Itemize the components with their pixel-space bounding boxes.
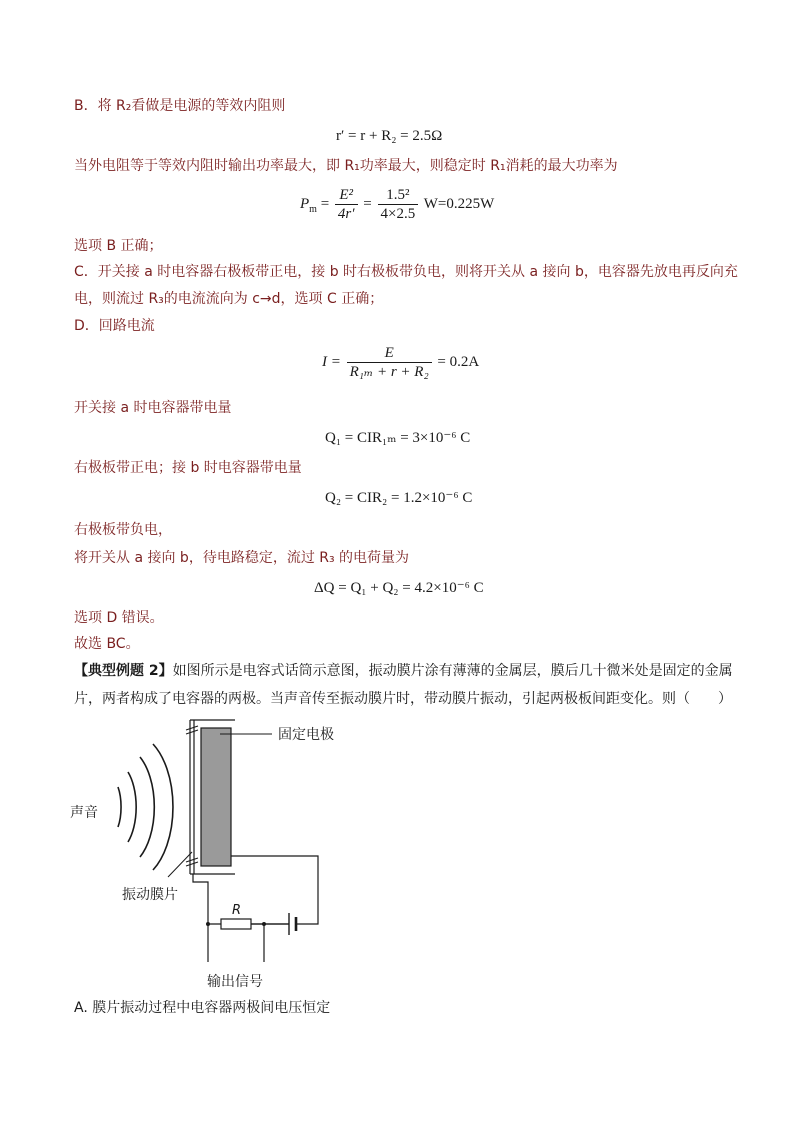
eq2-rhs: W=0.225W <box>423 195 495 212</box>
eq2-den-2: 4×2.5 <box>380 206 416 222</box>
equation-internal-resistance: r′ = r + R₂ = 2.5Ω <box>336 128 443 144</box>
output-terminal-left <box>206 922 210 926</box>
eq2-lhs-sub: m <box>309 203 317 215</box>
resistor-label: R <box>232 903 242 918</box>
eq2-num-1: E² <box>335 186 358 205</box>
membrane-clips <box>186 726 198 866</box>
option-c-line1: C．开关接 a 时电容器右极板带正电，接 b 时右极板带负电，则将开关从 a 接向 b，电容器先放电再反向充 <box>74 264 738 280</box>
equation-max-power <box>300 186 494 223</box>
sound-waves <box>118 744 173 870</box>
option-b-intro: B．将 R₂看做是电源的等效内阻则 <box>74 98 286 114</box>
example-tag: 【典型例题 2】 <box>74 663 173 679</box>
equation-delta-q: ΔQ = Q₁ + Q₂ = 4.2×10⁻⁶ C <box>314 580 484 596</box>
switch-a-charge: 开关接 a 时电容器带电量 <box>74 400 232 416</box>
eq2-equals-2: = <box>363 195 372 212</box>
answer-line: 故选 BC。 <box>74 636 140 652</box>
max-power-condition: 当外电阻等于等效内阻时输出功率最大，即 R₁功率最大，则稳定时 R₁消耗的最大功率为 <box>74 158 618 174</box>
fixed-electrode <box>201 728 231 866</box>
eq3-lhs: I = <box>322 353 341 370</box>
microphone-diagram <box>60 712 380 1002</box>
eq3-num: E <box>347 344 432 363</box>
eq3-fraction <box>347 344 432 381</box>
example-text-1: 如图所示是电容式话筒示意图，振动膜片涂有薄薄的金属层，膜后几十微米处是固定的金属 <box>172 663 733 679</box>
option-d-wrong: 选项 D 错误。 <box>74 610 164 626</box>
sound-label: 声音 <box>70 805 98 821</box>
eq2-den-1: 4r′ <box>337 206 355 222</box>
eq2-num-2: 1.5² <box>378 186 419 205</box>
equation-q1: Q₁ = CIR₁ₘ = 3×10⁻⁶ C <box>325 430 471 446</box>
output-label: 输出信号 <box>207 974 263 990</box>
resistor-r <box>221 919 251 929</box>
right-plate-negative: 右极板带负电， <box>74 522 172 538</box>
membrane-label: 振动膜片 <box>122 887 178 903</box>
battery-symbol <box>289 913 296 935</box>
circuit-wires <box>193 856 318 962</box>
right-plate-positive: 右极板带正电；接 b 时电容器带电量 <box>74 460 302 476</box>
eq2-equals-1: = <box>320 195 330 212</box>
eq2-fraction-2 <box>378 186 419 223</box>
eq3-rhs: = 0.2A <box>437 353 480 370</box>
eq3-den: R₁ₘ + r + R₂ <box>349 364 429 380</box>
example-line2: 片，两者构成了电容器的两极。当声音传至振动膜片时，带动膜片振动，引起两极板间距变化。则（ ） <box>74 691 732 707</box>
option-b-correct: 选项 B 正确； <box>74 238 163 254</box>
equation-current <box>322 344 479 381</box>
electrode-label: 固定电极 <box>278 727 334 743</box>
example-line1 <box>74 661 733 681</box>
membrane-pointer <box>168 852 192 877</box>
eq2-fraction-1 <box>335 186 358 223</box>
eq2-lhs: P <box>300 195 310 212</box>
option-c-line2: 电，则流过 R₃的电流流向为 c→d，选项 C 正确； <box>74 291 384 307</box>
option-a: A. 膜片振动过程中电容器两极间电压恒定 <box>74 1000 331 1016</box>
option-d-intro: D．回路电流 <box>74 318 155 334</box>
equation-q2: Q₂ = CIR₂ = 1.2×10⁻⁶ C <box>325 490 473 506</box>
output-terminal-right <box>262 922 266 926</box>
switch-a-to-b: 将开关从 a 接向 b，待电路稳定，流过 R₃ 的电荷量为 <box>74 550 410 566</box>
